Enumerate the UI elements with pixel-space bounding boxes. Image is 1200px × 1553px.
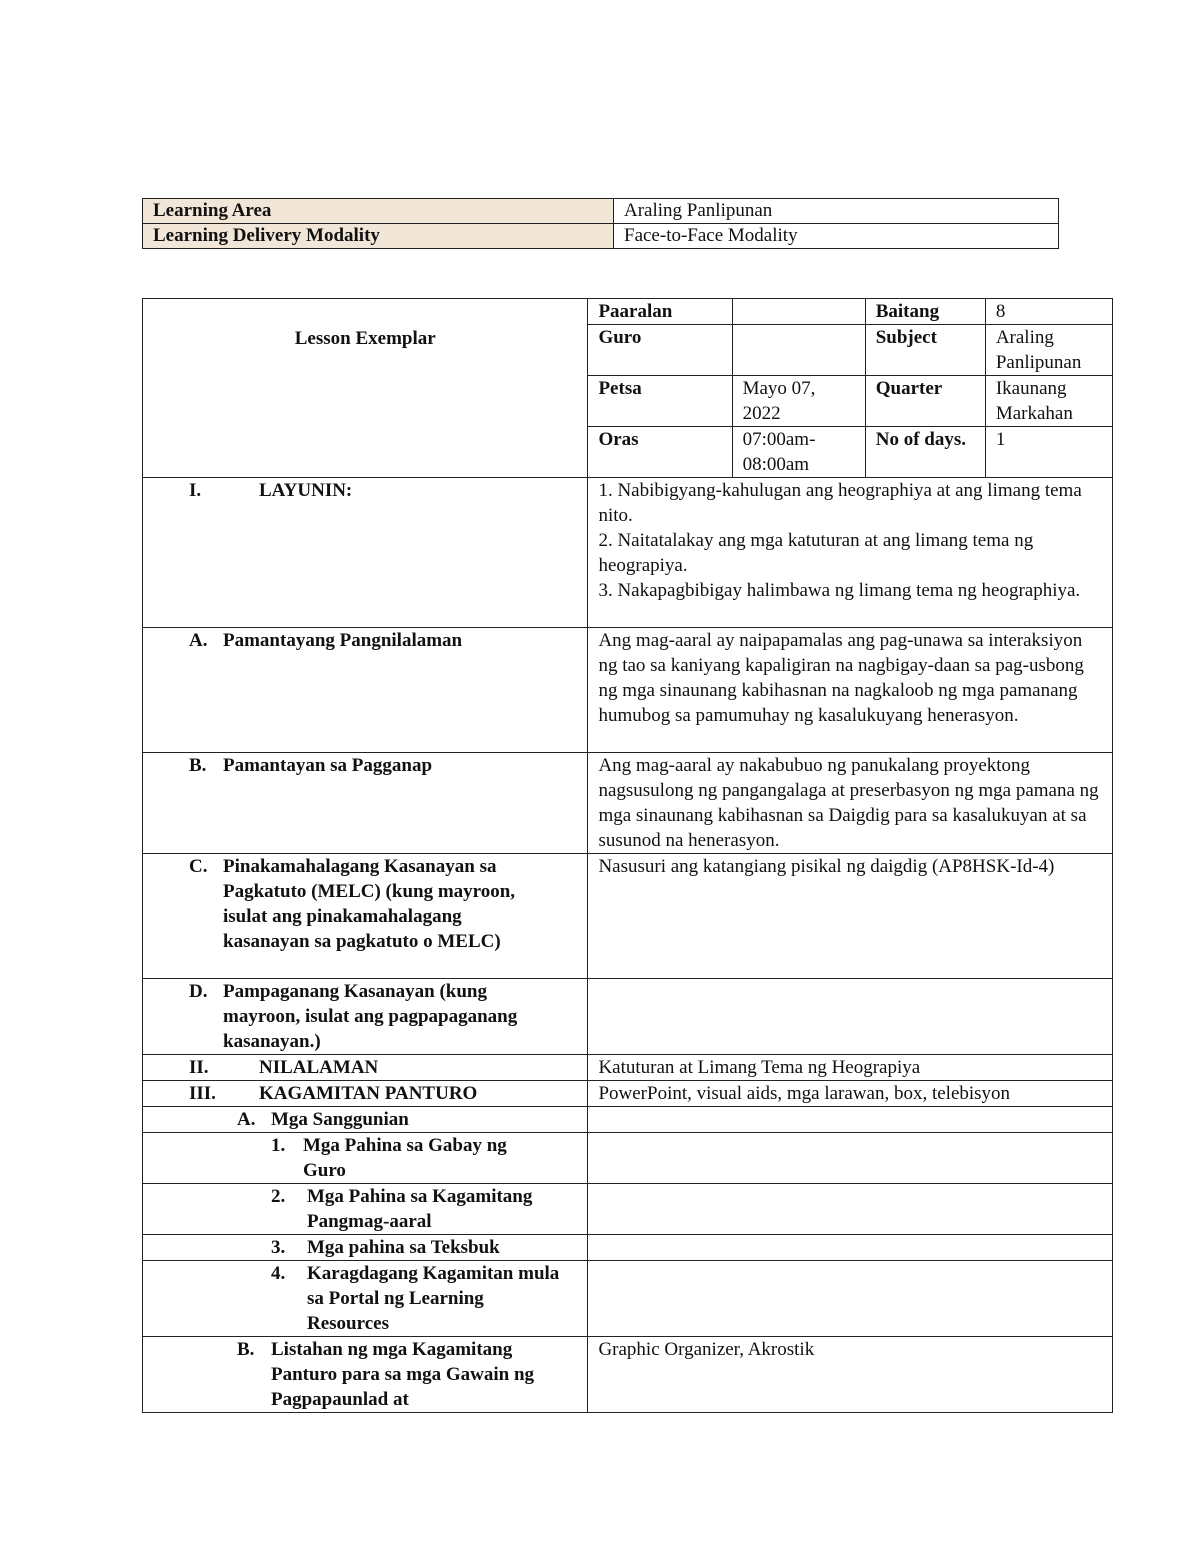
- sanggunian-item-content: [588, 1133, 1113, 1184]
- listahan-row: [143, 1337, 1113, 1413]
- kagamitan-label: KAGAMITAN PANTURO: [259, 1083, 478, 1104]
- lesson-table: [142, 298, 1113, 1413]
- baitang-value: 8: [985, 299, 1112, 325]
- paaralan-label: Paaralan: [588, 299, 732, 325]
- listahan-mark: B.: [237, 1339, 255, 1360]
- listahan-content: Graphic Organizer, Akrostik: [588, 1337, 1113, 1413]
- sanggunian-item-row: [143, 1235, 1113, 1261]
- sanggunian-item-num: 3.: [271, 1237, 286, 1258]
- info-table: [142, 198, 1059, 249]
- oras-value: 07:00am-08:00am: [732, 427, 865, 478]
- layunin-item: 3. Nakapagbibigay halimbawa ng limang tema ng heographiya.: [598, 580, 1081, 601]
- layunin-item: 2. Naitatalakay ang mga katuturan at ang limang tema ng heograpiya.: [598, 530, 1034, 576]
- sanggunian-item-num: 2.: [271, 1186, 286, 1207]
- nilalaman-row: [143, 1055, 1113, 1081]
- sanggunian-item-label: Mga Pahina sa Kagamitang Pangmag-aaral: [307, 1186, 533, 1232]
- sanggunian-content: [588, 1107, 1113, 1133]
- kagamitan-content: PowerPoint, visual aids, mga larawan, box, telebisyon: [588, 1081, 1113, 1107]
- section-a-row: [143, 628, 1113, 753]
- section-c-mark: C.: [189, 856, 208, 877]
- layunin-item: 1. Nabibigyang-kahulugan ang heographiya at ang limang tema nito.: [598, 480, 1082, 526]
- nilalaman-num: II.: [189, 1057, 209, 1078]
- modality-value: Face-to-Face Modality: [614, 224, 1059, 249]
- sanggunian-item-row: [143, 1261, 1113, 1337]
- section-b-row: [143, 753, 1113, 854]
- subject-value: Araling Panlipunan: [985, 325, 1112, 376]
- guro-label: Guro: [588, 325, 732, 376]
- quarter-label: Quarter: [865, 376, 985, 427]
- section-d-row: [143, 979, 1113, 1055]
- paaralan-value: [732, 299, 865, 325]
- section-d-label: Pampaganang Kasanayan (kung mayroon, isulat ang pagpapaganang kasanayan.): [223, 981, 518, 1052]
- sanggunian-item-label: Mga Pahina sa Gabay ng Guro: [303, 1135, 507, 1181]
- section-a-content: Ang mag-aaral ay naipapamalas ang pag-unawa sa interaksiyon ng tao sa kaniyang kapaligiran na nagbigay-daan sa pag-usbong ng mga sinaunang kabihasnan na nagkaloob ng mga pamanang humubog sa pamumuhay ng kasalukuyang henerasyon.: [588, 628, 1113, 753]
- quarter-value: Ikaunang Markahan: [985, 376, 1112, 427]
- kagamitan-num: III.: [189, 1083, 216, 1104]
- subject-label: Subject: [865, 325, 985, 376]
- petsa-value: Mayo 07, 2022: [732, 376, 865, 427]
- sanggunian-label: Mga Sanggunian: [271, 1109, 409, 1130]
- sanggunian-item-label: Mga pahina sa Teksbuk: [307, 1237, 500, 1258]
- section-b-mark: B.: [189, 755, 207, 776]
- nilalaman-content: Katuturan at Limang Tema ng Heograpiya: [588, 1055, 1113, 1081]
- days-value: 1: [985, 427, 1112, 478]
- sanggunian-item-row: [143, 1133, 1113, 1184]
- baitang-label: Baitang: [865, 299, 985, 325]
- sanggunian-item-num: 1.: [271, 1135, 286, 1156]
- layunin-num: I.: [189, 480, 202, 501]
- modality-row: [143, 224, 1059, 249]
- section-d-mark: D.: [189, 981, 208, 1002]
- section-a-mark: A.: [189, 630, 208, 651]
- section-d-content: [588, 979, 1113, 1055]
- oras-label: Oras: [588, 427, 732, 478]
- section-a-label: Pamantayang Pangnilalaman: [223, 630, 463, 651]
- listahan-label: Listahan ng mga Kagamitang Panturo para sa mga Gawain ng Pagpapaunlad at: [271, 1339, 535, 1410]
- kagamitan-row: [143, 1081, 1113, 1107]
- layunin-content: [588, 478, 1113, 628]
- petsa-label: Petsa: [588, 376, 732, 427]
- sanggunian-mark: A.: [237, 1109, 256, 1130]
- layunin-row: [143, 478, 1113, 628]
- section-b-content: Ang mag-aaral ay nakabubuo ng panukalang proyektong nagsusulong ng pangangalaga at preserbasyon ng mga pamana ng mga sinaunang kabihasnan sa Daigdig para sa kasalukuyan at sa susunod na henerasyon.: [588, 753, 1113, 854]
- learning-area-label: Learning Area: [143, 199, 614, 224]
- lesson-exemplar-title: Lesson Exemplar: [143, 299, 588, 478]
- learning-area-row: [143, 199, 1059, 224]
- section-c-row: [143, 854, 1113, 979]
- section-b-label: Pamantayan sa Pagganap: [223, 755, 433, 776]
- sanggunian-item-content: [588, 1235, 1113, 1261]
- sanggunian-row: [143, 1107, 1113, 1133]
- days-label: No of days.: [865, 427, 985, 478]
- section-c-label: Pinakamahalagang Kasanayan sa Pagkatuto (MELC) (kung mayroon, isulat ang pinakamahalagang kasanayan sa pagkatuto o MELC): [223, 856, 516, 952]
- sanggunian-item-content: [588, 1261, 1113, 1337]
- layunin-label: LAYUNIN:: [259, 480, 353, 501]
- modality-label: Learning Delivery Modality: [143, 224, 614, 249]
- nilalaman-label: NILALAMAN: [259, 1057, 379, 1078]
- sanggunian-item-content: [588, 1184, 1113, 1235]
- section-c-content: Nasusuri ang katangiang pisikal ng daigdig (AP8HSK-Id-4): [588, 854, 1113, 979]
- sanggunian-item-label: Karagdagang Kagamitan mula sa Portal ng Learning Resources: [307, 1263, 560, 1334]
- guro-value: [732, 325, 865, 376]
- sanggunian-item-row: [143, 1184, 1113, 1235]
- sanggunian-item-num: 4.: [271, 1263, 286, 1284]
- learning-area-value: Araling Panlipunan: [614, 199, 1059, 224]
